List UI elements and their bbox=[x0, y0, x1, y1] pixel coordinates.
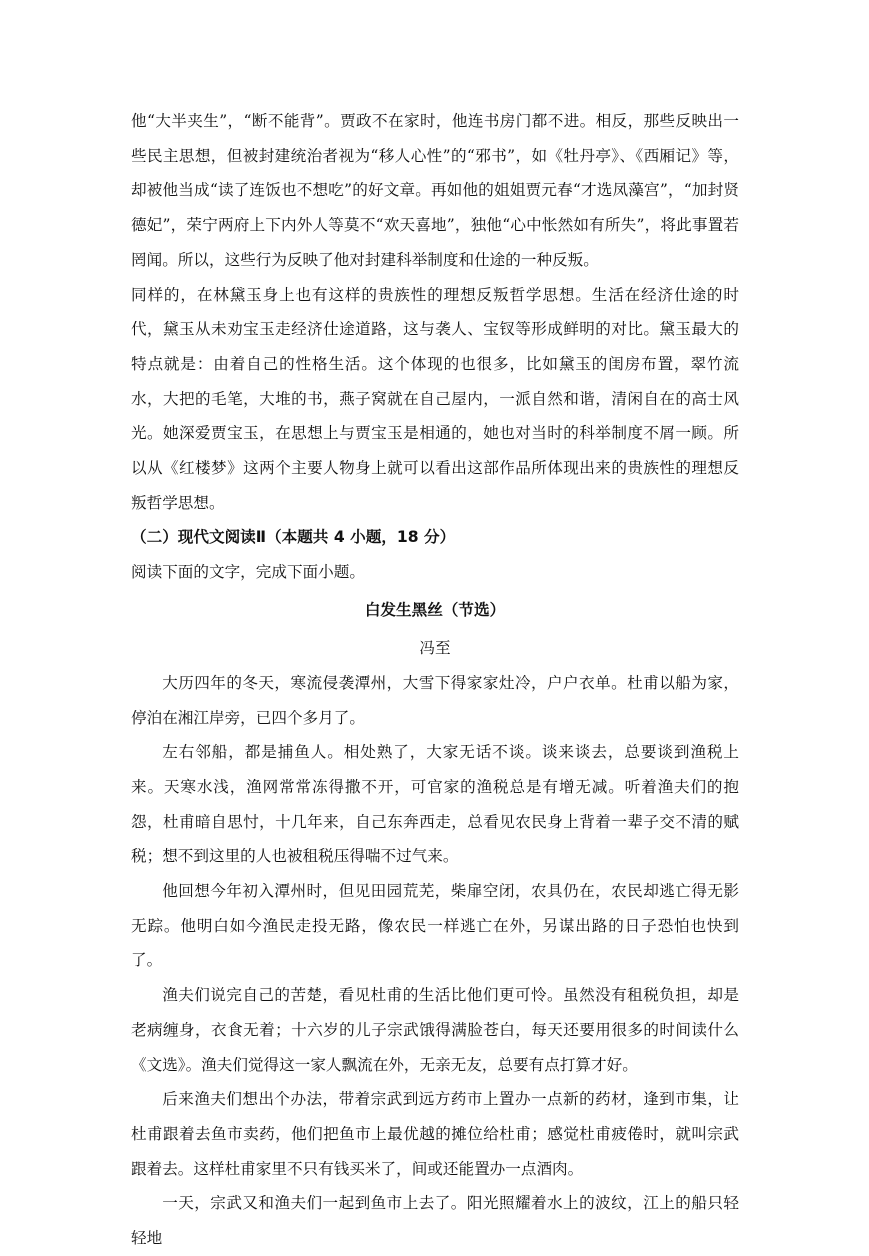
passage-one-paragraph-2: 同样的，在林黛玉身上也有这样的贵族性的理想反叛哲学思想。生活在经济仕途的时代，黛玉从未劝宝玉走经济仕途道路，这与袭人、宝钗等形成鲜明的对比。黛玉最大的特点就是：由着自己的性格生活。这个体现的也很多，比如黛玉的闺房布置，翠竹流水，大把的毛笔，大堆的书，燕子窝就在自己屋内，一派自然和谐，清闲自在的高士风光。她深爱贾宝玉，在思想上与贾宝玉是相通的，她也对当时的科举制度不屑一顾。所以从《红楼梦》这两个主要人物身上就可以看出这部作品所体现出来的贵族性的理想反叛哲学思想。 bbox=[131, 285, 739, 512]
reading-instruction: 阅读下面的文字，完成下面小题。 bbox=[131, 563, 365, 582]
article-paragraph-5: 后来渔夫们想出个办法，带着宗武到远方药市上置办一点新的药材，逢到市集，让杜甫跟着去鱼市卖药，他们把鱼市上最优越的摊位给杜甫；感觉杜甫疲倦时，就叫宗武跟着去。这样杜甫家里不只有钱买米了，间或还能置办一点酒肉。 bbox=[131, 1090, 739, 1178]
document-content bbox=[131, 104, 739, 1256]
article-author: 冯至 bbox=[419, 638, 451, 657]
section-heading: （二）现代文阅读Ⅱ（本题共 4 小题，18 分） bbox=[131, 528, 456, 547]
article-title: 白发生黑丝（节选） bbox=[364, 600, 506, 619]
article-paragraph-1: 大历四年的冬天，寒流侵袭潭州，大雪下得家家灶冷，户户衣单。杜甫以船为家，停泊在湘江岸旁，已四个多月了。 bbox=[131, 673, 739, 727]
article-paragraph-3: 他回想今年初入潭州时，但见田园荒芜，柴扉空闭，农具仍在，农民却逃亡得无影无踪。他明白如今渔民走投无路，像农民一样逃亡在外，另谋出路的日子恐怕也快到了。 bbox=[131, 882, 739, 970]
passage-one-paragraph-1: 他“大半夹生”，“断不能背”。贾政不在家时，他连书房门都不进。相反，那些反映出一些民主思想，但被封建统治者视为“移人心性”的“邪书”，如《牡丹亭》、《西厢记》等，却被他当成“读了连饭也不想吃”的好文章。再如他的姐姐贾元春“才选凤藻宫”，“加封贤德妃”，荣宁两府上下内外人等莫不“欢天喜地”，独他“心中怅然如有所失”，将此事置若罔闻。所以，这些行为反映了他对封建科举制度和仕途的一种反叛。 bbox=[131, 112, 739, 269]
article-paragraph-4: 渔夫们说完自己的苦楚，看见杜甫的生活比他们更可怜。虽然没有租税负担，却是老病缠身，衣食无着；十六岁的儿子宗武饿得满脸苍白，每天还要用很多的时间读什么《文选》。渔夫们觉得这一家人飘流在外，无亲无友，总要有点打算才好。 bbox=[131, 986, 739, 1074]
article-paragraph-6: 一天，宗武又和渔夫们一起到鱼市上去了。阳光照耀着水上的波纹，江上的船只轻轻地 bbox=[131, 1194, 739, 1248]
article-paragraph-2: 左右邻船，都是捕鱼人。相处熟了，大家无话不谈。谈来谈去，总要谈到渔税上来。天寒水浅，渔网常常冻得撒不开，可官家的渔税总是有增无减。听着渔夫们的抱怨，杜甫暗自思忖，十几年来，自己东奔西走，总看见农民身上背着一辈子交不清的赋税；想不到这里的人也被租税压得喘不过气来。 bbox=[131, 743, 739, 866]
